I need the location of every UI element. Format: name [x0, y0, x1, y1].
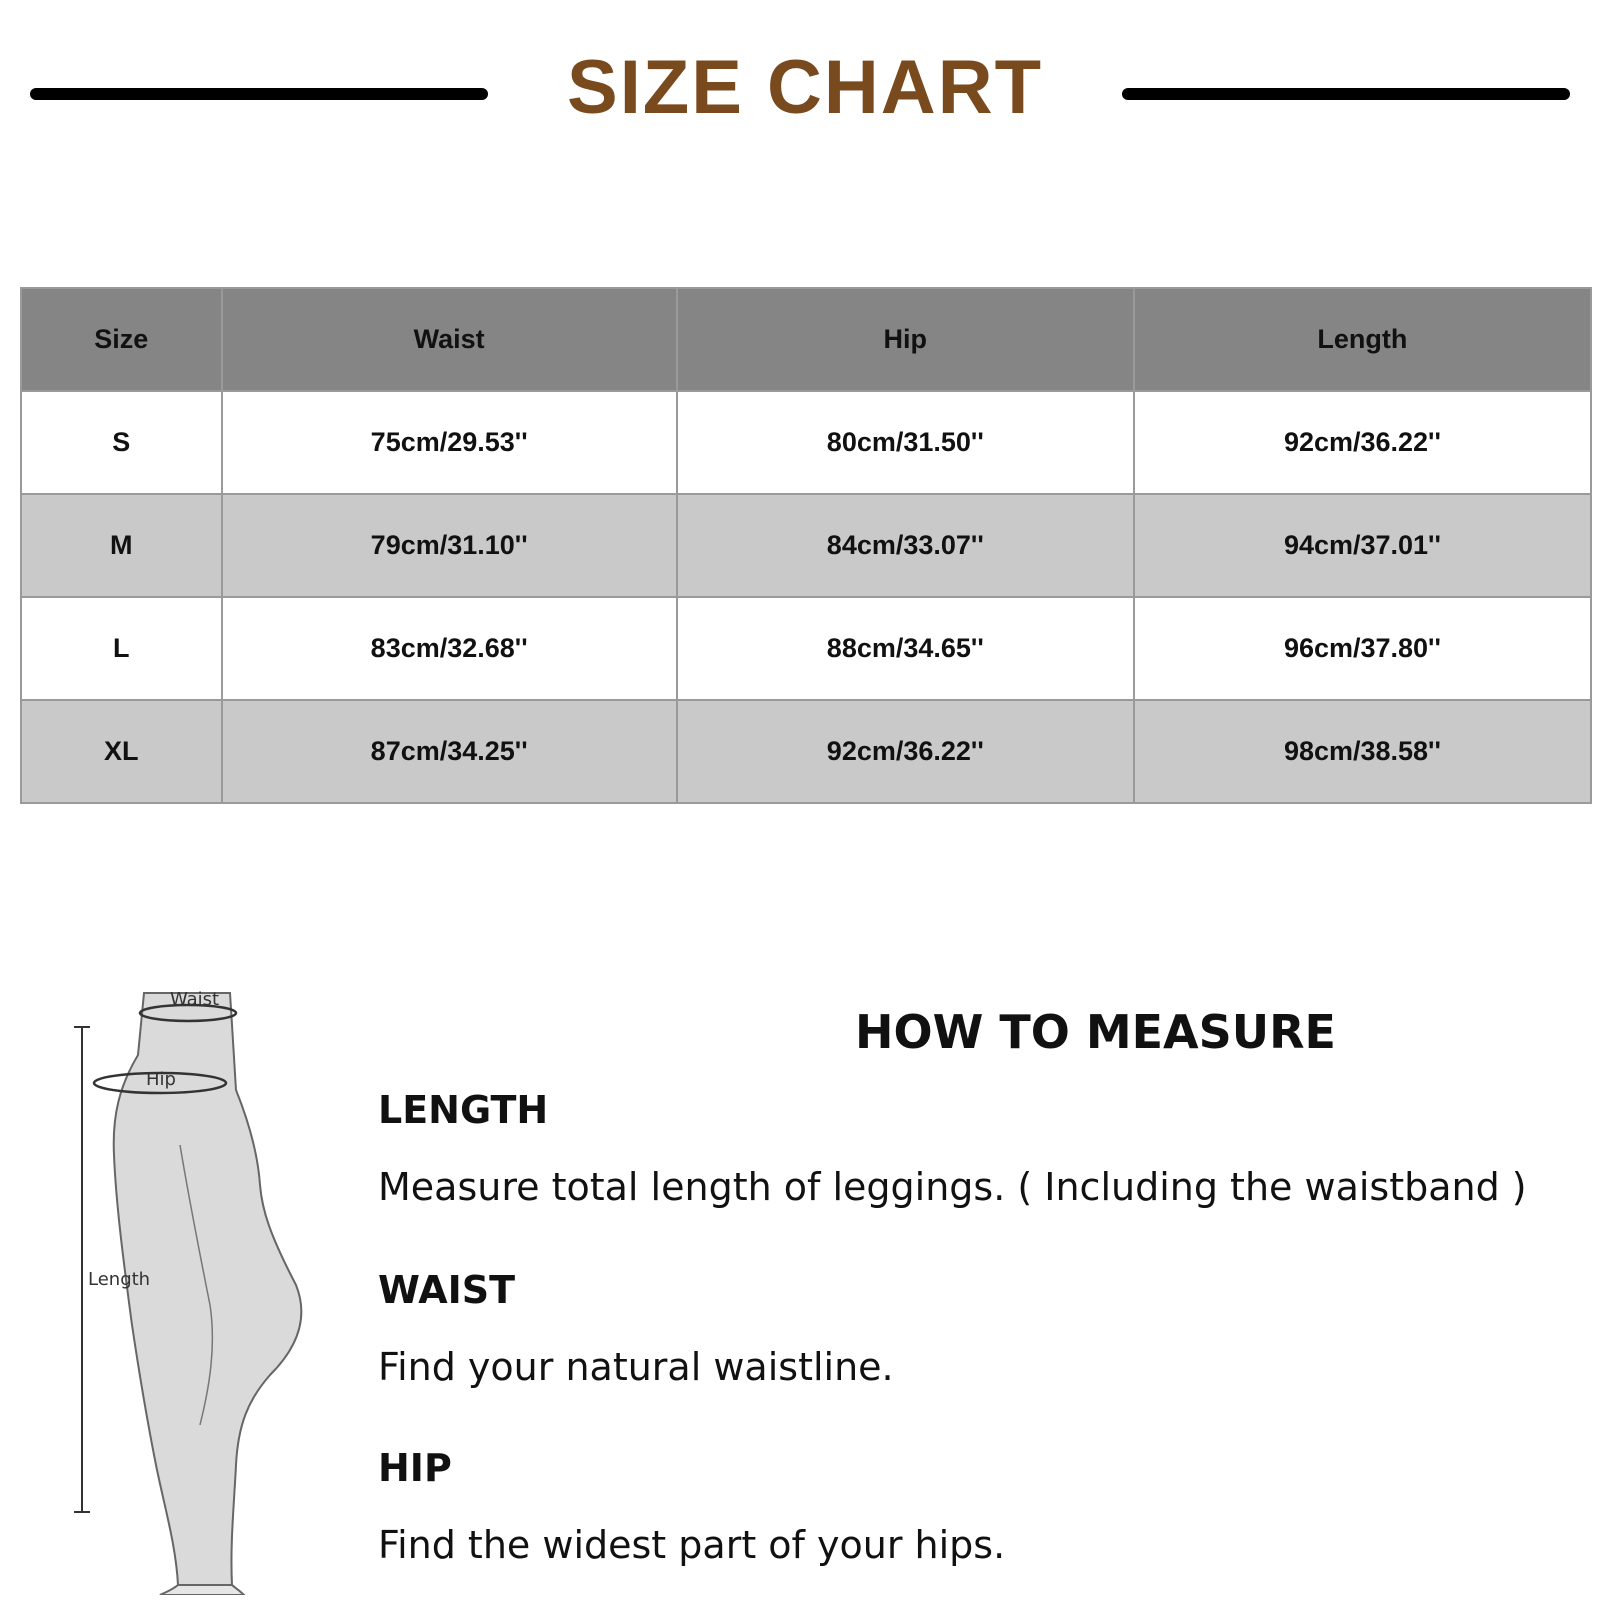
- waist-instruction: Find your natural waistline.: [378, 1345, 894, 1389]
- title-rule-left: [30, 88, 488, 100]
- table-header-row: [21, 288, 1591, 391]
- cell-hip: 88cm/34.65'': [677, 597, 1134, 700]
- table-row: [21, 597, 1591, 700]
- cell-waist: 79cm/31.10'': [222, 494, 677, 597]
- table-row: [21, 494, 1591, 597]
- cell-size: S: [21, 391, 222, 494]
- foot-shape: [160, 1585, 244, 1595]
- header-waist: Waist: [222, 288, 677, 391]
- cell-waist: 75cm/29.53'': [222, 391, 677, 494]
- table-row: [21, 391, 1591, 494]
- header-length: Length: [1134, 288, 1591, 391]
- header-hip: Hip: [677, 288, 1134, 391]
- hip-heading: HIP: [378, 1446, 452, 1490]
- hip-instruction: Find the widest part of your hips.: [378, 1523, 1006, 1567]
- cell-hip: 92cm/36.22'': [677, 700, 1134, 803]
- size-table: [20, 287, 1592, 804]
- length-label: Length: [88, 1269, 151, 1290]
- cell-length: 98cm/38.58'': [1134, 700, 1591, 803]
- cell-waist: 87cm/34.25'': [222, 700, 677, 803]
- cell-hip: 80cm/31.50'': [677, 391, 1134, 494]
- cell-length: 92cm/36.22'': [1134, 391, 1591, 494]
- length-instruction: Measure total length of leggings. ( Including the waistband ): [378, 1165, 1527, 1209]
- cell-size: XL: [21, 700, 222, 803]
- waist-label: Waist: [170, 989, 220, 1010]
- length-heading: LENGTH: [378, 1088, 549, 1132]
- waist-heading: WAIST: [378, 1268, 516, 1312]
- cell-hip: 84cm/33.07'': [677, 494, 1134, 597]
- cell-size: L: [21, 597, 222, 700]
- header-size: Size: [21, 288, 222, 391]
- cell-size: M: [21, 494, 222, 597]
- page-title: SIZE CHART: [567, 45, 1043, 130]
- cell-waist: 83cm/32.68'': [222, 597, 677, 700]
- cell-length: 94cm/37.01'': [1134, 494, 1591, 597]
- cell-length: 96cm/37.80'': [1134, 597, 1591, 700]
- hip-label: Hip: [146, 1069, 176, 1090]
- table-row: [21, 700, 1591, 803]
- leggings-measure-figure: [60, 985, 360, 1595]
- how-to-measure-title: HOW TO MEASURE: [855, 1005, 1336, 1059]
- title-row: [0, 40, 1600, 140]
- title-rule-right: [1122, 88, 1570, 100]
